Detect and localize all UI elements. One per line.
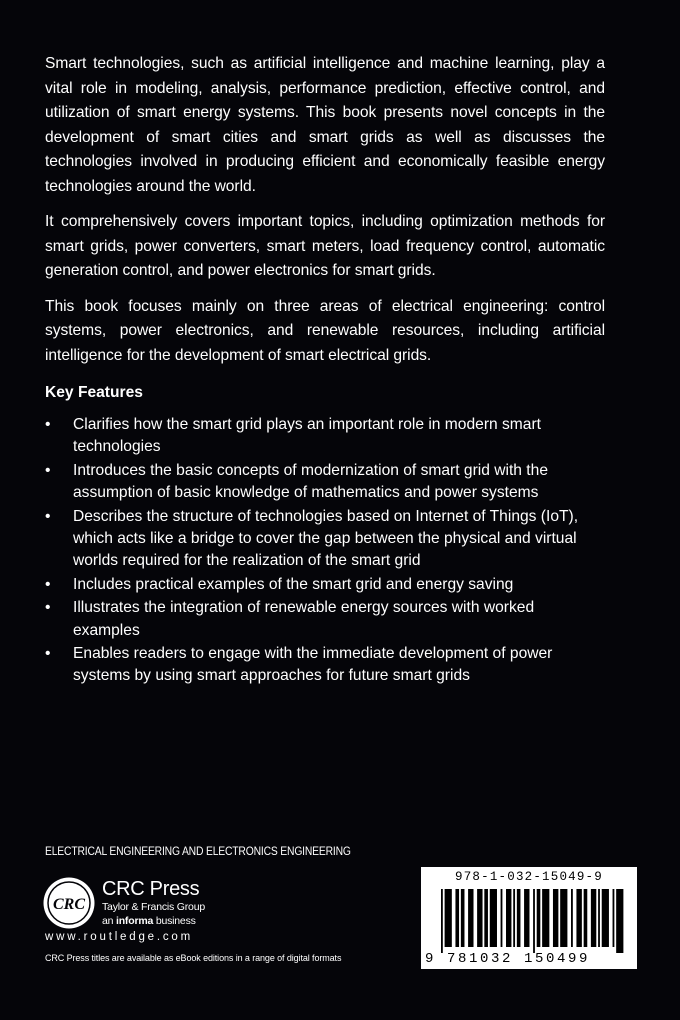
key-features-heading: Key Features (45, 384, 143, 401)
barcode-bar (477, 889, 482, 947)
description-paragraph: It comprehensively covers important topics, including optimization methods for smart grids, power converters, smart meters, load frequency control, automatic generation control, and power electronics for smart grids. (45, 213, 605, 279)
key-feature-item (45, 574, 605, 596)
barcode-bar (591, 889, 596, 947)
barcode-bar (533, 889, 535, 953)
barcode-bar (584, 889, 588, 947)
subject-category: ELECTRICAL ENGINEERING AND ELECTRONICS ENGINEERING (45, 846, 351, 858)
key-feature-text: Clarifies how the smart grid plays an important role in modern smart technologies (73, 416, 541, 456)
key-feature-item (45, 414, 605, 459)
barcode-bar (441, 889, 443, 953)
barcode-bar (576, 889, 581, 947)
barcode-bar (461, 889, 465, 947)
barcode-bar (455, 889, 459, 947)
barcode-bar (560, 889, 567, 947)
barcode-bar (517, 889, 521, 947)
key-feature-text: Includes practical examples of the smart grid and energy saving (73, 575, 514, 593)
barcode-bar (445, 889, 452, 947)
back-cover-text (45, 52, 605, 689)
isbn-barcode (421, 867, 637, 969)
barcode-bar (553, 889, 558, 947)
bullet-icon: • (45, 461, 51, 479)
publisher-business (102, 915, 196, 927)
key-feature-item (45, 597, 605, 642)
barcode-bar (537, 889, 541, 947)
description-paragraph: Smart technologies, such as artificial intelligence and machine learning, play a vital role in modeling, analysis, performance prediction, effective control, and utilization of smart energy systems. This book presents novel concepts in the development of smart cities and smart grids as well as discusses the technologies involved in producing efficient and economically feasible energy technologies around the world. (45, 55, 605, 195)
key-feature-item (45, 506, 605, 573)
ebook-note: CRC Press titles are available as eBook editions in a range of digital formats (45, 953, 342, 963)
barcode-bar (490, 889, 497, 947)
key-feature-text: Introduces the basic concepts of modernization of smart grid with the assumption of basic knowledge of mathematics and power systems (73, 461, 548, 502)
crc-logo-icon (42, 876, 96, 930)
publisher-website: www.routledge.com (45, 931, 193, 943)
key-feature-item (45, 460, 605, 505)
isbn-digits: 9 781032 150499 (425, 951, 591, 967)
bullet-icon: • (45, 599, 51, 617)
business-prefix: an (102, 915, 114, 927)
barcode-bars (439, 889, 629, 953)
description-paragraph: This book focuses mainly on three areas of electrical engineering: control systems, power electronics, and renewable resources, including artificial intelligence for the development of smart electrical grids. (45, 297, 605, 364)
bullet-icon: • (45, 416, 51, 433)
publisher-block (42, 876, 302, 936)
barcode-bar (468, 889, 473, 947)
bullet-icon: • (45, 645, 51, 663)
key-features-list (45, 414, 605, 688)
bullet-icon: • (45, 575, 51, 593)
publisher-group: Taylor & Francis Group (102, 901, 205, 913)
business-suffix: business (155, 915, 196, 927)
business-brand: informa (116, 915, 154, 927)
barcode-bar (506, 889, 511, 947)
barcode-bar (542, 889, 549, 947)
key-feature-item (45, 643, 605, 688)
barcode-bar (484, 889, 488, 947)
barcode-bar (513, 889, 515, 947)
barcode-bar (602, 889, 609, 947)
barcode-bar (501, 889, 503, 947)
barcode-bar (598, 889, 600, 947)
publisher-name: CRC Press (102, 878, 200, 900)
barcode-bar (613, 889, 615, 947)
key-feature-text: Enables readers to engage with the immediate development of power systems by using smart approaches for future smart grids (73, 645, 553, 685)
barcode-bar (616, 889, 623, 953)
key-feature-text: Describes the structure of technologies based on Internet of Things (IoT), which acts like a bridge to cover the gap between the physical and virtual worlds required for the realization of the smart grid (73, 507, 579, 570)
bullet-icon: • (45, 507, 51, 525)
crc-logo-text: CRC (52, 896, 86, 913)
isbn-text: 978-1-032-15049-9 (455, 870, 603, 884)
key-feature-text: Illustrates the integration of renewable energy sources with worked examples (73, 599, 535, 639)
barcode-bar (571, 889, 573, 947)
barcode-bar (524, 889, 529, 947)
